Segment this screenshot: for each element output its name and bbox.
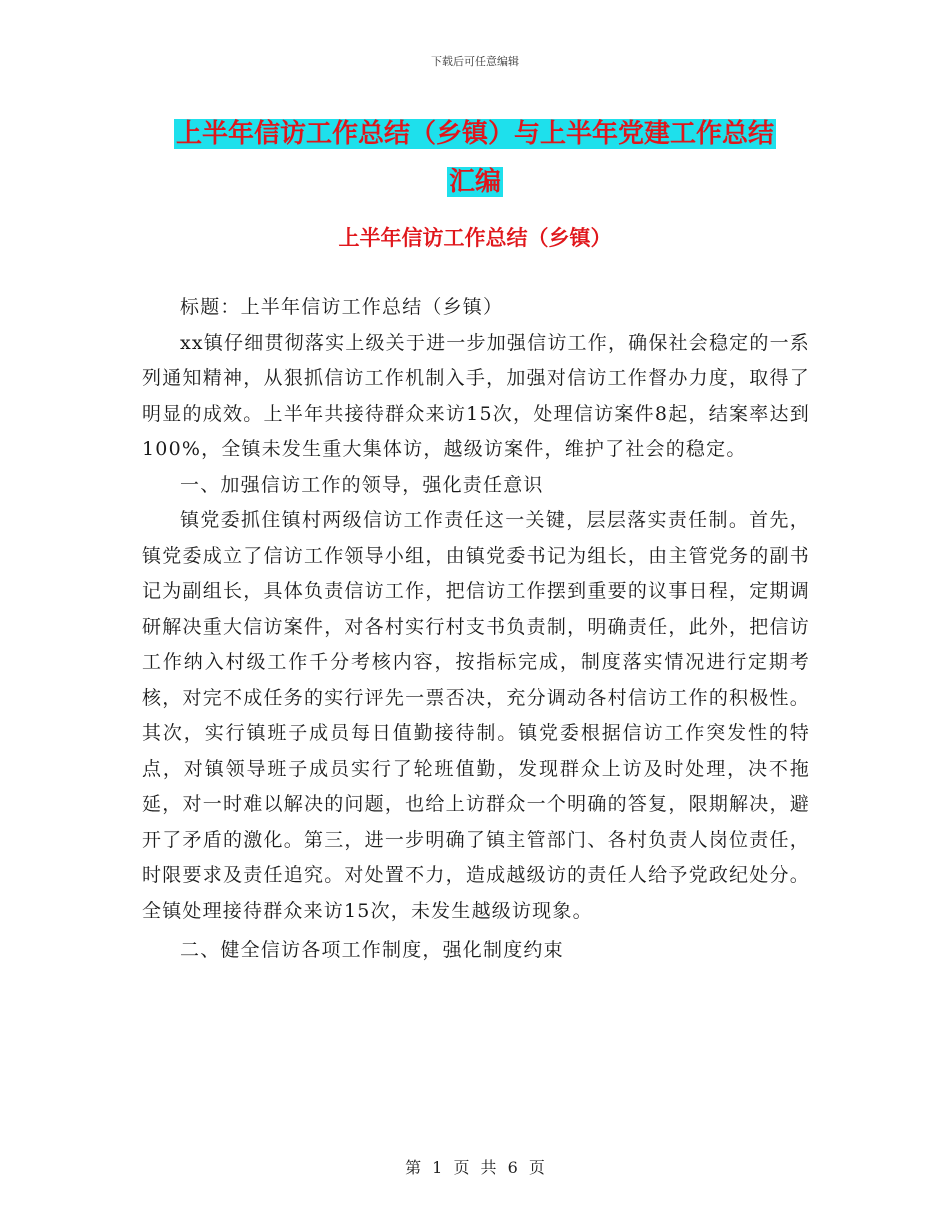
intro-paragraph: xx镇仔细贯彻落实上级关于进一步加强信访工作，确保社会稳定的一系列通知精神，从狠抓信访工作机制入手，加强对信访工作督办力度，取得了明显的成效。上半年共接待群众来访15次，处理信访案件8起，结案率达到100%，全镇未发生重大集体访，越级访案件，维护了社会的稳定。: [142, 331, 810, 460]
section-1-paragraph: 镇党委抓住镇村两级信访工作责任这一关键，层层落实责任制。首先，镇党委成立了信访工作领导小组，由镇党委书记为组长，由主管党务的副书记为副组长，具体负责信访工作，把信访工作摆到重要的议事日程，定期调研解决重大信访案件，对各村实行村支书负责制，明确责任，此外，把信访工作纳入村级工作千分考核内容，按指标完成，制度落实情况进行定期考核，对完不成任务的实行评先一票否决，充分调动各村信访工作的积极性。其次，实行镇班子成员每日值勤接待制。镇党委根据信访工作突发性的特点，对镇领导班子成员实行了轮班值勤，发现群众上访及时处理，决不拖延，对一时难以解决的问题，也给上访群众一个明确的答复，限期解决，避开了矛盾的激化。第三，进一步明确了镇主管部门、各村负责人岗位责任，时限要求及责任追究。对处置不力，造成越级访的责任人给予党政纪处分。全镇处理接待群众来访15次，未发生越级访现象。: [142, 509, 810, 922]
section-heading-2: 二、健全信访各项工作制度，强化制度约束: [180, 939, 564, 961]
main-title-line-2: 汇编: [448, 167, 501, 197]
section-title: 上半年信访工作总结（乡镇）: [338, 226, 612, 250]
page-footer: 第 1 页 共 6 页: [405, 1158, 545, 1177]
page-header-note: 下载后可任意编辑: [431, 55, 519, 68]
document-body: [142, 290, 810, 969]
title-line-paragraph: 标题：上半年信访工作总结（乡镇）: [180, 296, 504, 318]
main-title-line-1: 上半年信访工作总结（乡镇）与上半年党建工作总结: [175, 119, 774, 149]
section-heading-1: 一、加强信访工作的领导，强化责任意识: [180, 473, 544, 496]
document-main-title: [0, 110, 950, 206]
